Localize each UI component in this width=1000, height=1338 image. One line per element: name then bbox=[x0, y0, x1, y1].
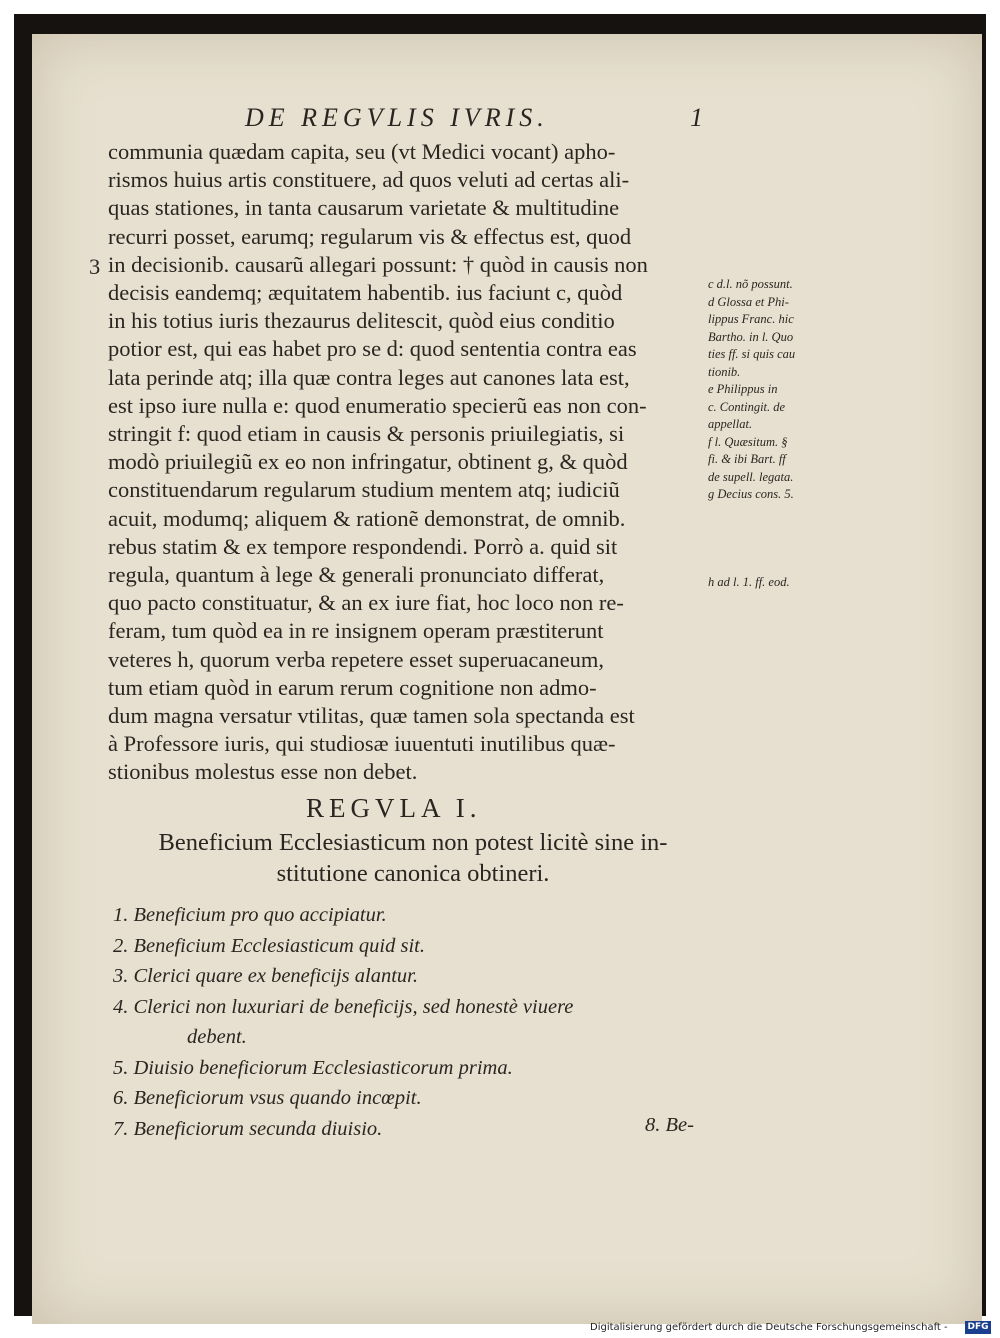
body-line: potior est, qui eas habet pro se d: quod sententia contra eas bbox=[108, 336, 637, 362]
body-line: feram, tum quòd ea in re insignem operam præstiterunt bbox=[108, 618, 604, 644]
body-line: modò priuilegiũ ex eo non infringatur, obtinent g, & quòd bbox=[108, 449, 628, 475]
body-line: rismos huius artis constituere, ad quos veluti ad certas ali- bbox=[108, 167, 630, 193]
marginal-note: e Philippus in bbox=[708, 382, 778, 396]
summary-item: 3. Clerici quare ex beneficijs alantur. bbox=[113, 965, 418, 987]
marginal-note: ties ff. si quis cau bbox=[708, 347, 796, 361]
body-text bbox=[108, 138, 708, 787]
marginal-note-h: h ad l. 1. ff. eod. bbox=[708, 574, 790, 589]
summary-item: 4. Clerici non luxuriari de beneficijs, sed honestè viuere bbox=[113, 995, 574, 1018]
summary-item: 6. Beneficiorum vsus quando incœpit. bbox=[113, 1087, 422, 1109]
body-line: recurri posset, earumq; regularum vis & effectus est, quod bbox=[108, 223, 632, 249]
marginal-note: appellat. bbox=[708, 417, 753, 431]
summary-item: 2. Beneficium Ecclesiasticum quid sit. bbox=[113, 934, 425, 957]
body-line: veteres h, quorum verba repetere esset superuacaneum, bbox=[108, 646, 605, 672]
body-line: dum magna versatur vtilitas, quæ tamen sola spectanda est bbox=[108, 703, 635, 729]
marginal-note: d Glossa et Phi- bbox=[708, 294, 789, 309]
marginal-note: g Decius cons. 5. bbox=[708, 487, 794, 501]
summary-item: 1. Beneficium pro quo accipiatur. bbox=[113, 904, 387, 926]
marginal-notes bbox=[708, 276, 853, 591]
marginal-note: de supell. legata. bbox=[708, 469, 794, 484]
summary-list bbox=[113, 900, 713, 1144]
body-line: in his totius iuris thezaurus delitescit, quòd eius conditio bbox=[108, 308, 615, 334]
summary-item: 5. Diuisio beneficiorum Ecclesiasticorum prima. bbox=[113, 1056, 513, 1079]
body-line: regula, quantum à lege & generali pronunciato differat, bbox=[108, 562, 605, 588]
marginal-note: c d.l. nõ possunt. bbox=[708, 277, 793, 291]
body-line: stionibus molestus esse non debet. bbox=[108, 759, 418, 785]
marginal-note: lippus Franc. hic bbox=[708, 312, 794, 326]
body-line: lata perinde atq; illa quæ contra leges aut canones lata est, bbox=[108, 364, 630, 390]
rule-statement-line: stitutione canonica obtineri. bbox=[276, 860, 550, 887]
body-line: rebus statim & ex tempore respondendi. Porrò a. quid sit bbox=[108, 533, 618, 559]
paragraph-number: 3 bbox=[89, 254, 101, 279]
body-line: quo pacto constituatur, & an ex iure fiat, hoc loco non re- bbox=[108, 590, 624, 616]
summary-item: 7. Beneficiorum secunda diuisio. bbox=[113, 1117, 383, 1140]
body-line: acuit, modumq; aliquem & rationẽ demonstrat, de omnib. bbox=[108, 505, 626, 531]
footer-credit: Digitalisierung gefördert durch die Deutsche Forschungsgemeinschaft - bbox=[590, 1322, 948, 1333]
marginal-note: c. Contingit. de bbox=[708, 399, 786, 414]
catchword: 8. Be- bbox=[645, 1114, 694, 1136]
page-number: 1 bbox=[690, 103, 703, 132]
rule-title: REGVLA I. bbox=[306, 793, 482, 823]
note-spacer bbox=[708, 504, 853, 574]
body-line: à Professore iuris, qui studiosæ iuuentuti inutilibus quæ- bbox=[108, 731, 616, 757]
running-head: DE REGVLIS IVRIS. bbox=[245, 103, 549, 132]
marginal-note: f l. Quæsitum. § bbox=[708, 434, 788, 449]
body-line: tum etiam quòd in earum rerum cognitione non admo- bbox=[108, 674, 597, 700]
rule-statement-line: Beneficium Ecclesiasticum non potest licitè sine in- bbox=[158, 829, 668, 856]
body-line: quas stationes, in tanta causarum varietate & multitudine bbox=[108, 195, 620, 221]
marginal-note: fi. & ibi Bart. ff bbox=[708, 452, 786, 466]
body-line: est ipso iure nulla e: quod enumeratio specierũ eas non con- bbox=[108, 392, 647, 418]
body-line: stringit f: quod etiam in causis & personis priuilegiatis, si bbox=[108, 421, 625, 447]
dfg-logo-icon: DFG bbox=[965, 1321, 991, 1334]
body-line: constituendarum regularum studium mentem atq; iudiciũ bbox=[108, 477, 620, 503]
body-line: decisis eandemq; æquitatem habentib. ius faciunt c, quòd bbox=[108, 280, 623, 306]
body-line: communia quædam capita, seu (vt Medici vocant) apho- bbox=[108, 139, 616, 164]
marginal-note: Bartho. in l. Quo bbox=[708, 329, 794, 344]
marginal-note: tionib. bbox=[708, 364, 741, 379]
rule-statement bbox=[113, 827, 713, 889]
summary-item-continuation: debent. bbox=[187, 1026, 247, 1048]
body-line: in decisionib. causarũ allegari possunt: † quòd in causis non bbox=[108, 251, 648, 277]
